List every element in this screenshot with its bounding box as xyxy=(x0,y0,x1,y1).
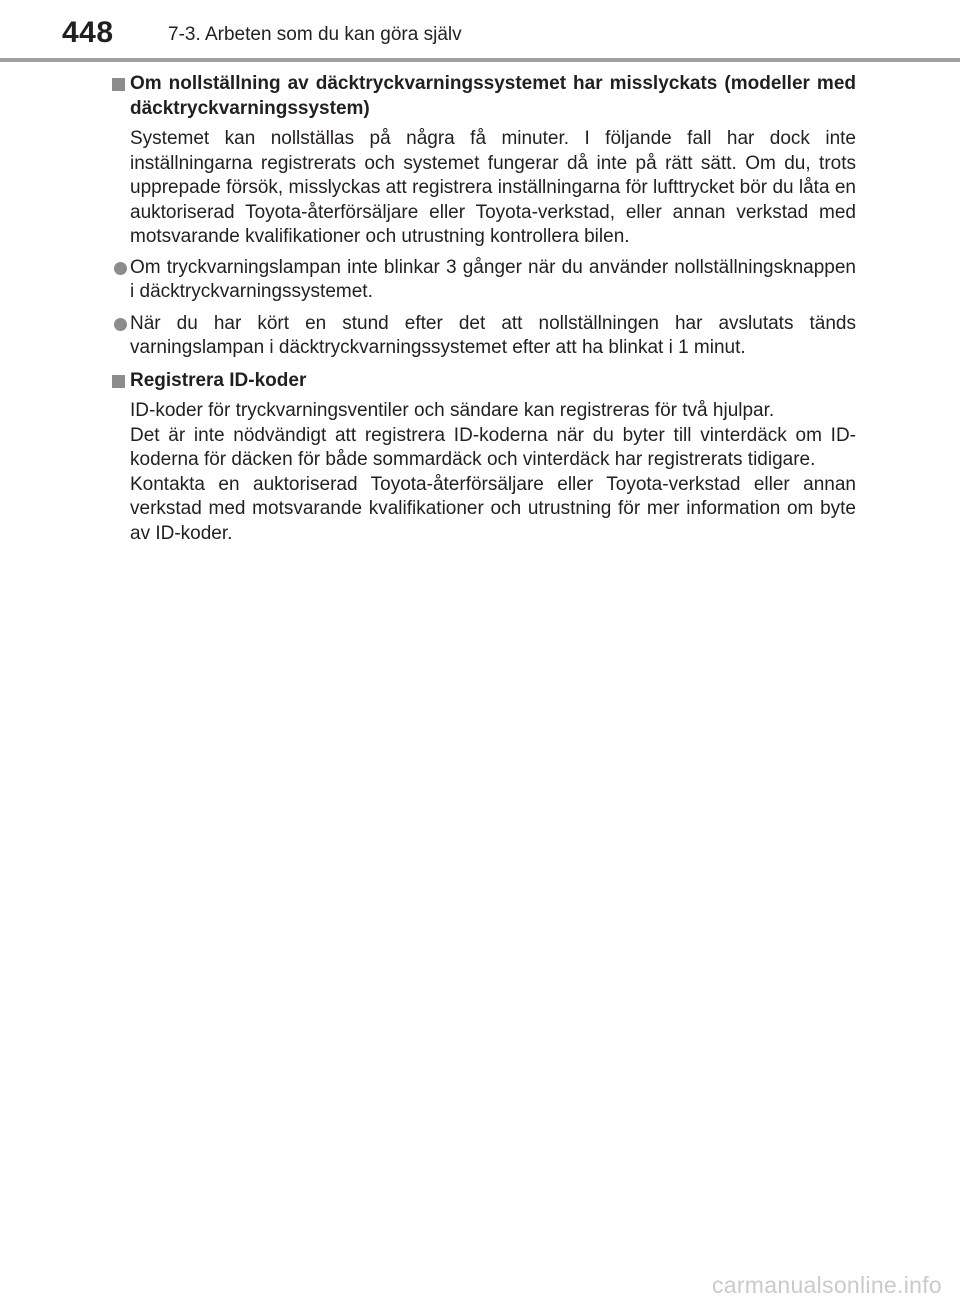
section-register-id-codes xyxy=(106,369,856,547)
circle-bullet-icon xyxy=(114,262,127,275)
section-heading xyxy=(106,72,856,121)
list-item xyxy=(106,312,856,361)
section-heading-text: Om nollställning av däcktryckvarningssystemet har misslyckats (modeller med däcktryckvarningssystem) xyxy=(130,73,856,119)
list-item-text: När du har kört en stund efter det att nollställningen har avslutats tänds varningslampan i däcktryckvarningssystemet efter att ha blinkat i 1 minut. xyxy=(130,312,856,358)
section-paragraph xyxy=(106,399,856,546)
header-divider xyxy=(0,58,960,62)
square-bullet-icon xyxy=(112,375,125,388)
page-header xyxy=(0,0,960,64)
paragraph-line: ID-koder för tryckvarningsventiler och sändare kan registreras för två hjulpar. xyxy=(130,400,775,421)
page-number: 448 xyxy=(62,16,114,49)
section-heading xyxy=(106,369,856,394)
square-bullet-icon xyxy=(112,78,125,91)
paragraph-line: Det är inte nödvändigt att registrera ID-koderna när du byter till vinterdäck om ID-koderna för däcken för både sommardäck och vinterdäck har registrerats tidigare. xyxy=(130,424,856,470)
paragraph-line: Kontakta en auktoriserad Toyota-återförsäljare eller Toyota-verkstad eller annan verkstad med motsvarande kvalifikationer och utrustning för mer information om byte av ID-koder. xyxy=(130,473,856,544)
section-title: 7-3. Arbeten som du kan göra själv xyxy=(168,24,462,45)
watermark: carmanualsonline.info xyxy=(711,1272,942,1298)
list-item-text: Om tryckvarningslampan inte blinkar 3 gånger när du använder nollställningsknappen i däcktryckvarningssystemet. xyxy=(130,256,856,302)
circle-bullet-icon xyxy=(114,318,127,331)
section-heading-text: Registrera ID-koder xyxy=(130,369,307,391)
section-reset-failed xyxy=(106,72,856,361)
bullet-list xyxy=(106,256,856,361)
section-paragraph: Systemet kan nollställas på några få minuter. I följande fall har dock inte inställningarna registrerats och systemet fungerar då inte på rätt sätt. Om du, trots upprepade försök, misslyckas att registrera inställningarna för lufttrycket bör du låta en auktoriserad Toyota-återförsäljare eller Toyota-verkstad, eller annan verkstad med motsvarande kvalifikationer och utrustning kontrollera bilen. xyxy=(130,128,856,247)
list-item xyxy=(106,256,856,305)
page-content xyxy=(106,72,856,554)
